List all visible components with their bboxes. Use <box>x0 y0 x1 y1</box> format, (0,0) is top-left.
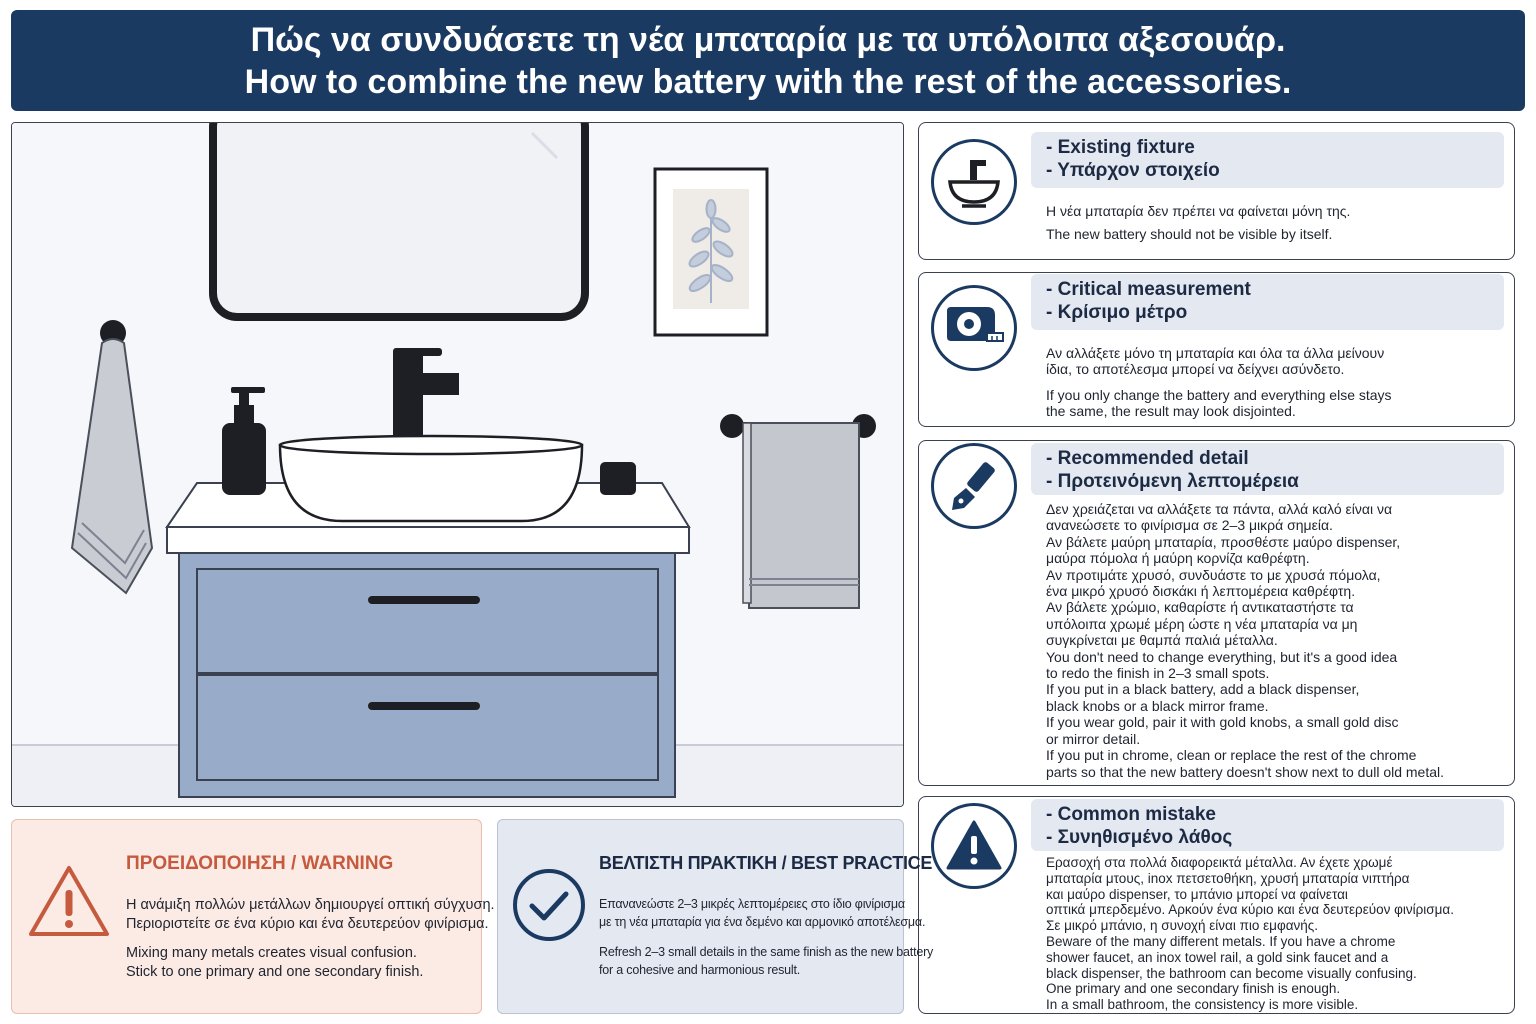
card-body-line: If you put in chrome, clean or replace the rest of the chrome <box>1046 747 1417 764</box>
best-practice-text-line: Επανανεώστε 2–3 μικρές λεπτομέρειες στο ίδιο φινίρισμα <box>599 897 905 911</box>
card-body-line: Αν αλλάξετε μόνο τη μπαταρία και όλα τα άλλα μείνουν <box>1046 345 1385 361</box>
card-body-line: μπαταρία μτους, inox πετσετοθήκη, χρυσή μπαταρία νιπτήρα <box>1046 870 1410 886</box>
card-body-line: Αν προτιμάτε χρυσό, συνδυάστε το με χρυσά πόμολα, <box>1046 566 1381 583</box>
card-body-line: Αν βάλετε χρώμιο, καθαρίστε ή αντικαταστήστε τα <box>1046 599 1354 616</box>
card-critical-measurement <box>918 272 1515 427</box>
warning-text-line: Περιοριστείτε σε ένα κύριο και ένα δευτερεύον φινίρισμα. <box>126 916 489 932</box>
card-common-mistake-title-el: - Συνηθισμένο λάθος <box>1046 827 1233 848</box>
wall-picture <box>655 169 767 335</box>
card-body-line: υπόλοιπα χρωμέ μέρη ώστε η νέα μπαταρία να μη <box>1046 615 1358 632</box>
card-body-line: black knobs or a black mirror frame. <box>1046 697 1269 714</box>
best-practice-text-line: for a cohesive and harmonious result. <box>599 963 801 977</box>
vanity-cabinet <box>179 551 675 797</box>
check-circle-icon <box>511 867 587 943</box>
card-body-line: parts so that the new battery doesn't show next to dull old metal. <box>1046 763 1445 780</box>
card-body-line: the same, the result may look disjointed. <box>1046 403 1296 420</box>
brush-icon <box>931 443 1017 529</box>
card-body-line: You don't need to change everything, but it's a good idea <box>1046 648 1398 665</box>
card-body-line: συγκρίνεται με θαμπά παλιά μέταλλα. <box>1046 632 1278 649</box>
card-body-line: μαύρα πόμολα ή μαύρη κορνίζα καθρέφτη. <box>1046 550 1310 567</box>
card-existing-fixture <box>918 122 1515 260</box>
warning-triangle-icon <box>931 803 1017 889</box>
card-body-line: black dispenser, the bathroom can become visually confusing. <box>1046 965 1417 981</box>
card-body-line: to redo the finish in 2–3 small spots. <box>1046 665 1270 682</box>
card-body-line: If you only change the battery and everything else stays <box>1046 386 1392 403</box>
card-existing-fixture-title-el: - Υπάρχον στοιχείο <box>1046 160 1220 181</box>
page-title-english: How to combine the new battery with the rest of the accessories. <box>244 62 1292 101</box>
card-body-line: Ερασοχή στα πολλά διαφορεικτά μέταλλα. Αν έχετε χρωμέ <box>1046 855 1393 870</box>
card-body-line: ανανεώσετε το φινίρισμα σε 2–3 μικρά σημεία. <box>1046 517 1333 534</box>
warning-text-line: Η ανάμιξη πολλών μετάλλων δημιουργεί οπτική σύγχυση. <box>126 897 495 913</box>
towel-bar <box>720 414 876 608</box>
mirror <box>213 123 585 317</box>
card-common-mistake-title-en: - Common mistake <box>1046 804 1216 825</box>
card-common-mistake <box>918 796 1515 1014</box>
warning-title: ΠΡΟΕΙΔΟΠΟΙΗΣΗ / WARNING <box>126 853 394 874</box>
vessel-sink <box>280 436 582 521</box>
warning-text-line: Mixing many metals creates visual confusion. <box>126 945 417 961</box>
card-body-line: ένα μικρό χρυσό δισκάκι ή λεπτομέρεια καθρέφτη. <box>1046 583 1356 600</box>
card-body-line: Η νέα μπαταρία δεν πρέπει να φαίνεται μόνη της. <box>1046 203 1351 219</box>
warning-icon <box>26 862 112 942</box>
page-title-greek: Πώς να συνδυάσετε τη νέα μπαταρία με τα υπόλοιπα αξεσουάρ. <box>250 20 1286 59</box>
best-practice-title: ΒΕΛΤΙΣΤΗ ΠΡΑΚΤΙΚΗ / BEST PRACTICE <box>599 853 933 873</box>
card-body-line: The new battery should not be visible by itself. <box>1046 226 1333 243</box>
card-critical-measurement-title-el: - Κρίσιμο μέτρο <box>1046 302 1188 323</box>
card-body-line: οπτικά μπερδεμένο. Αρκούν ένα κύριο και ένα δευτερεύον φινίρισμα. <box>1046 902 1454 918</box>
card-body-line: Δεν χρειάζεται να αλλάξετε τα πάντα, αλλά καλό είναι να <box>1046 501 1393 517</box>
card-body-line: Beware of the many different metals. If you have a chrome <box>1046 933 1396 949</box>
page-header <box>11 10 1525 111</box>
card-recommended-detail-title-el: - Προτεινόμενη λεπτομέρεια <box>1046 471 1299 492</box>
card-body-line: shower faucet, an inox towel rail, a gold sink faucet and a <box>1046 949 1389 965</box>
card-body-line: If you wear gold, pair it with gold knobs, a small gold disc <box>1046 714 1399 731</box>
card-body-line: ίδια, το αποτέλεσμα μπορεί να δείχνει ασύνδετο. <box>1046 361 1345 378</box>
card-body-line: και μαύρο dispenser, το μπάνιο μπορεί να φαίνεται <box>1046 886 1348 902</box>
card-body-line: or mirror detail. <box>1046 730 1141 747</box>
warning-box <box>11 819 495 1014</box>
sink-icon <box>931 139 1017 225</box>
card-body-line: Αν βάλετε μαύρη μπαταρία, προσθέστε μαύρο dispenser, <box>1046 533 1401 550</box>
best-practice-text-line: με τη νέα μπαταρία για ένα δεμένο και αρμονικό αποτέλεσμα. <box>599 915 926 929</box>
card-recommended-detail <box>918 440 1515 786</box>
card-body-line: Σε μικρό μπάνιο, η συνοχή είναι πιο εμφανής. <box>1046 918 1319 934</box>
card-body-line: One primary and one secondary finish is enough. <box>1046 981 1341 997</box>
best-practice-text-line: Refresh 2–3 small details in the same finish as the new battery <box>599 945 934 959</box>
warning-text-line: Stick to one primary and one secondary finish. <box>126 964 424 980</box>
card-body-line: If you put in a black battery, add a black dispenser, <box>1046 681 1360 698</box>
bathroom-illustration <box>11 122 904 807</box>
best-practice-box <box>497 819 934 1014</box>
card-existing-fixture-title-en: - Existing fixture <box>1046 137 1195 158</box>
card-body-line: In a small bathroom, the consistency is more visible. <box>1046 997 1359 1013</box>
tape-measure-icon <box>931 285 1017 371</box>
card-critical-measurement-title-en: - Critical measurement <box>1046 279 1251 300</box>
black-cup <box>600 462 636 495</box>
card-recommended-detail-title-en: - Recommended detail <box>1046 448 1249 469</box>
